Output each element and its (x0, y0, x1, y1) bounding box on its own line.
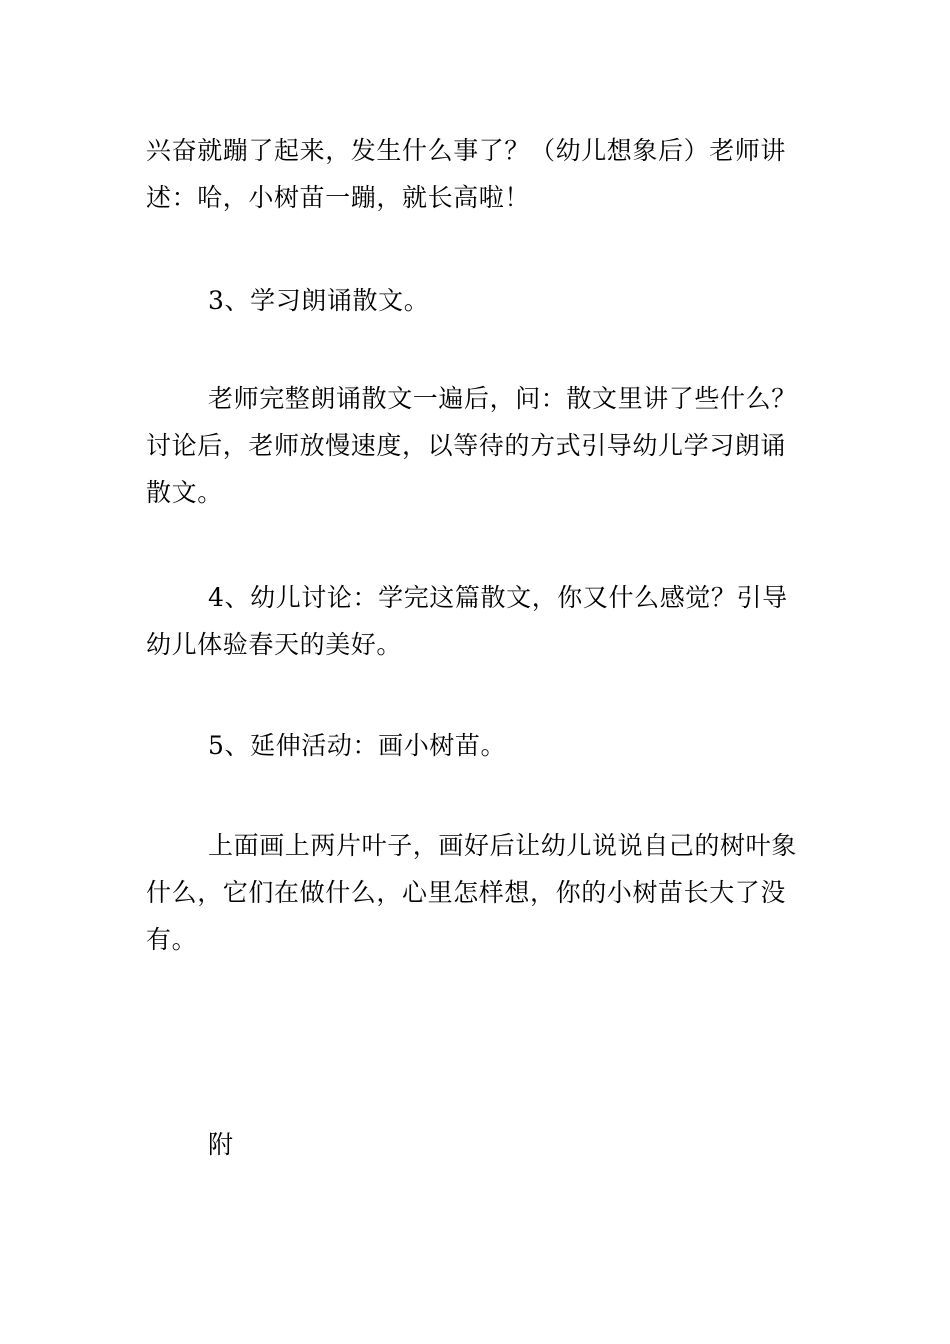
paragraph-drawing: 上面画上两片叶子，画好后让幼儿说说自己的树叶象什么，它们在做什么，心里怎样想，你的小树苗长大了没有。 (146, 831, 797, 954)
step-5-heading: 5、延伸活动：画小树苗。 (208, 731, 507, 760)
paragraph-recitation: 老师完整朗诵散文一遍后，问：散文里讲了些什么？讨论后，老师放慢速度，以等待的方式引导幼儿学习朗诵散文。 (146, 384, 797, 507)
step-3-heading: 3、学习朗诵散文。 (208, 286, 430, 315)
appendix-label: 附 (208, 1130, 234, 1159)
paragraph-continuation: 兴奋就蹦了起来，发生什么事了？（幼儿想象后）老师讲述：哈，小树苗一蹦，就长高啦！ (146, 136, 787, 212)
step-4-discussion: 4、幼儿讨论：学完这篇散文，你又什么感觉？引导幼儿体验春天的美好。 (146, 583, 788, 659)
